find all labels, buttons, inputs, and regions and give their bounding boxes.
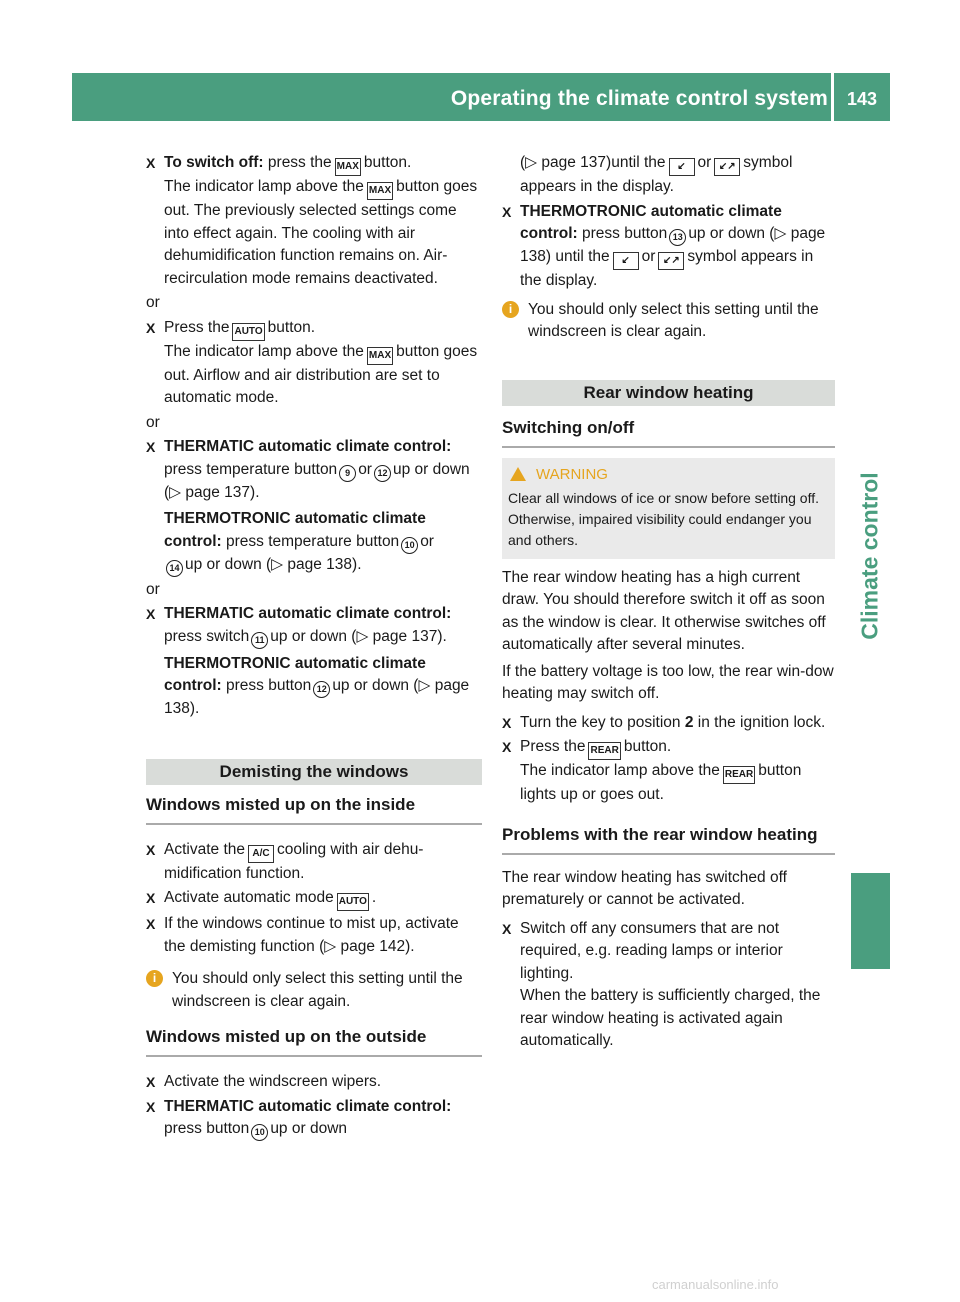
page-title: Operating the climate control system	[450, 87, 828, 110]
list-item: X Activate the A/C cooling with air dehu-midification function.	[146, 840, 424, 882]
side-tab-marker	[851, 873, 890, 969]
warning-body: Clear all windows of ice or snow before setting off. Otherwise, impaired visibility could endanger you and others.	[508, 489, 820, 548]
callout-number-icon: 9	[339, 465, 356, 482]
right-column	[502, 152, 835, 1055]
step-marker-icon: X	[146, 916, 156, 932]
step-marker-icon: X	[502, 714, 512, 731]
callout-number-icon: 10	[401, 537, 418, 554]
paragraph: The rear window heating has switched off prematurely or cannot be activated.	[502, 868, 787, 908]
max-defrost-icon: MAX	[367, 182, 393, 200]
airflow-icon: ↙↗	[658, 252, 684, 270]
callout-number-icon: 11	[251, 632, 268, 649]
step-switch-off: X To switch off: press the MAX button. The indicator lamp above the MAX button goes out. The previously selected settings come into effect again. The cooling with air dehumidification function remains on. Air-recirculation mode remains deactivated.	[146, 154, 478, 287]
paragraph: The rear window heating has a high current draw. You should therefore switch it off as soon as the window is clear. It otherwise switches off automatically after several minutes.	[502, 568, 826, 653]
max-defrost-icon: MAX	[367, 347, 393, 365]
step-marker-icon: X	[146, 319, 156, 336]
subsection-title: Windows misted up on the outside	[146, 1025, 482, 1057]
step-marker-icon: X	[146, 890, 156, 906]
step-marker-icon: X	[502, 739, 512, 755]
info-note: i You should only select this setting until the windscreen is clear again.	[146, 968, 482, 1013]
subsection-title: Windows misted up on the inside	[146, 793, 482, 825]
watermark: carmanualsonline.info	[652, 1277, 779, 1292]
step-marker-icon: X	[146, 606, 156, 622]
step-marker-icon: X	[146, 439, 156, 455]
step-marker-icon: X	[502, 203, 512, 220]
step-marker-icon: X	[502, 920, 512, 937]
or-text: or	[146, 580, 160, 598]
section-title: Rear window heating	[502, 380, 835, 406]
list-item: X Press the REAR button. The indicator lamp above the REAR button lights up or goes out.	[502, 738, 802, 803]
step-temperature: X THERMATIC automatic climate control: press temperature button 9 or 12 up or down (▷ page 137). THERMOTRONIC automatic climate control: press temperature button 10 or 14 up or down (▷ page 138).	[146, 436, 482, 577]
page-number: 143	[846, 89, 878, 109]
rear-defrost-icon: REAR	[588, 742, 620, 760]
callout-number-icon: 10	[251, 1124, 268, 1141]
subsection-title: Switching on/off	[502, 416, 835, 448]
paragraph: If the battery voltage is too low, the rear win-dow heating may switch off.	[502, 662, 834, 702]
airflow-icon: ↙	[613, 252, 639, 270]
list-item: X If the windows continue to mist up, activate the demisting function (▷ page 142).	[146, 915, 459, 955]
step-switch: X THERMATIC automatic climate control: press switch 11 up or down (▷ page 137). THERMOTRONIC automatic climate control: press button 12 up or down (▷ page 138).	[146, 605, 470, 717]
info-icon: i	[146, 970, 163, 987]
warning-box	[502, 458, 835, 559]
list-item: X Activate automatic mode AUTO .	[146, 887, 482, 911]
step-marker-icon: X	[146, 155, 156, 171]
list-item-continued: (▷ page 137)until the ↙ or ↙↗ symbol appears in the display.	[520, 154, 793, 195]
list-item: X Turn the key to position 2 in the ignition lock.	[502, 712, 835, 735]
airflow-icon: ↙	[669, 158, 695, 176]
ac-icon: A/C	[248, 845, 274, 863]
step-marker-icon: X	[146, 1074, 156, 1090]
auto-icon: AUTO	[232, 323, 264, 341]
callout-number-icon: 14	[166, 560, 183, 577]
callout-number-icon: 12	[313, 681, 330, 698]
or-text: or	[146, 413, 160, 431]
or-text: or	[146, 294, 160, 311]
list-item: X THERMOTRONIC automatic climate control: press button 13 up or down (▷ page 138) until the ↙ or ↙↗ symbol appears in the display.	[502, 202, 826, 289]
list-item: X THERMATIC automatic climate control: press button 10 up or down	[146, 1096, 482, 1142]
callout-number-icon: 12	[374, 465, 391, 482]
subsection-title: Problems with the rear window heating	[502, 823, 835, 855]
warning-title: WARNING	[536, 465, 608, 483]
auto-icon: AUTO	[337, 893, 369, 911]
section-title: Demisting the windows	[146, 759, 482, 785]
info-note: i You should only select this setting until the windscreen is clear again.	[502, 299, 835, 344]
max-defrost-icon: MAX	[335, 158, 361, 176]
list-item: X Activate the windscreen wipers.	[146, 1071, 482, 1094]
airflow-icon: ↙↗	[714, 158, 740, 176]
step-marker-icon: X	[146, 841, 156, 858]
left-column	[146, 152, 482, 1143]
info-icon: i	[502, 301, 519, 318]
step-press-auto: X Press the AUTO button. The indicator lamp above the MAX button goes out. Airflow and air distribution are set to automatic mode.	[146, 318, 478, 406]
rear-defrost-icon: REAR	[723, 766, 755, 784]
step-marker-icon: X	[146, 1098, 156, 1115]
warning-icon	[510, 467, 526, 481]
list-item: X Switch off any consumers that are not required, e.g. reading lamps or interior lighting. When the battery is sufficiently charged, the rear window heating is activated again automatically.	[502, 919, 821, 1049]
side-tab-label: Climate control	[856, 472, 883, 640]
callout-number-icon: 13	[669, 229, 686, 246]
